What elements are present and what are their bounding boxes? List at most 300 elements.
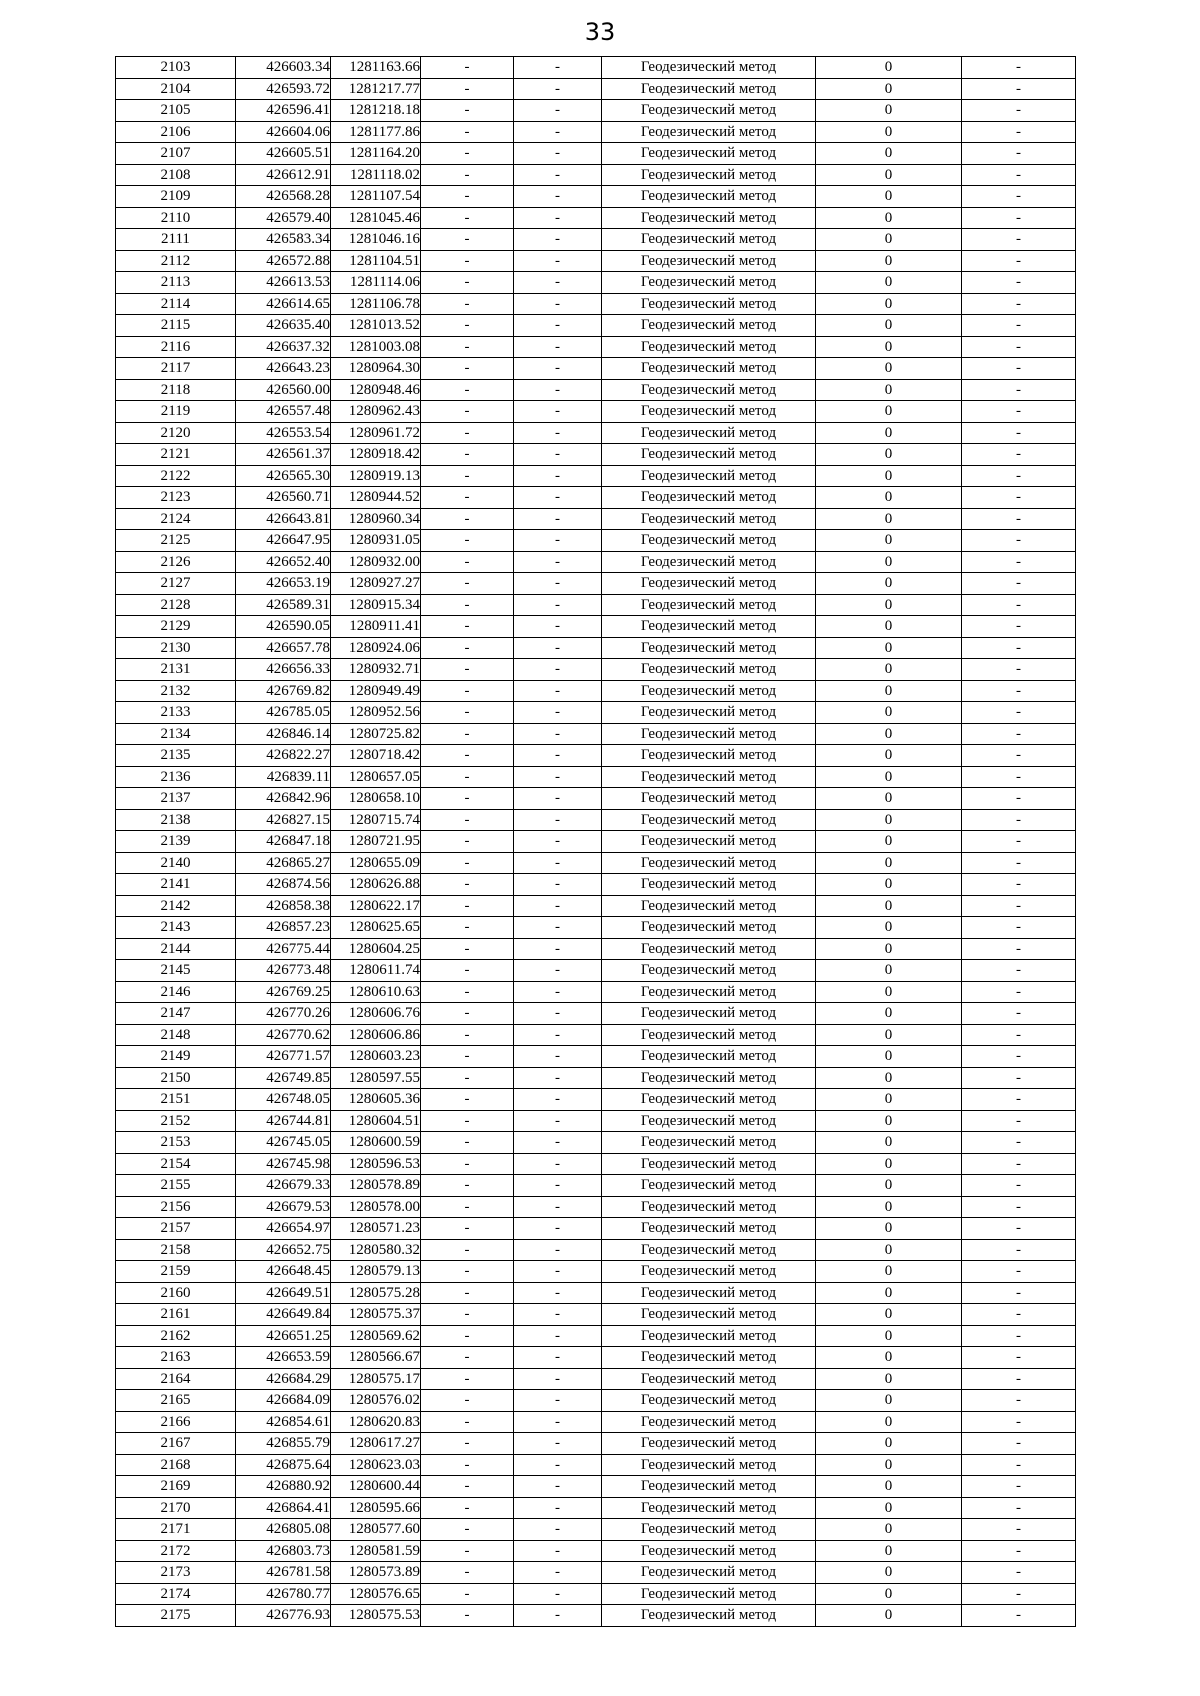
dash-cell: - [421, 379, 514, 401]
dash-cell: - [421, 917, 514, 939]
table-row [116, 530, 1076, 552]
y-coordinate-cell: 1280576.65 [331, 1583, 421, 1605]
point-number-cell: 2143 [116, 917, 236, 939]
y-coordinate-cell: 1280578.89 [331, 1175, 421, 1197]
dash-cell: - [962, 315, 1076, 337]
x-coordinate-cell: 426649.51 [236, 1282, 331, 1304]
point-number-cell: 2132 [116, 680, 236, 702]
table-row [116, 444, 1076, 466]
x-coordinate-cell: 426614.65 [236, 293, 331, 315]
y-coordinate-cell: 1280578.00 [331, 1196, 421, 1218]
x-coordinate-cell: 426865.27 [236, 852, 331, 874]
dash-cell: - [514, 186, 602, 208]
y-coordinate-cell: 1280573.89 [331, 1562, 421, 1584]
dash-cell: - [514, 1089, 602, 1111]
x-coordinate-cell: 426770.26 [236, 1003, 331, 1025]
x-coordinate-cell: 426612.91 [236, 164, 331, 186]
dash-cell: - [421, 702, 514, 724]
dash-cell: - [421, 465, 514, 487]
dash-cell: - [514, 1497, 602, 1519]
table-row [116, 1218, 1076, 1240]
table-row [116, 852, 1076, 874]
dash-cell: - [421, 938, 514, 960]
y-coordinate-cell: 1280725.82 [331, 723, 421, 745]
dash-cell: - [514, 1175, 602, 1197]
y-coordinate-cell: 1280600.44 [331, 1476, 421, 1498]
x-coordinate-cell: 426596.41 [236, 100, 331, 122]
table-row [116, 1497, 1076, 1519]
x-coordinate-cell: 426781.58 [236, 1562, 331, 1584]
table-row [116, 1282, 1076, 1304]
dash-cell: - [962, 981, 1076, 1003]
precision-cell: 0 [816, 1347, 962, 1369]
dash-cell: - [962, 831, 1076, 853]
method-cell: Геодезический метод [602, 1368, 816, 1390]
dash-cell: - [421, 981, 514, 1003]
x-coordinate-cell: 426568.28 [236, 186, 331, 208]
dash-cell: - [421, 1239, 514, 1261]
method-cell: Геодезический метод [602, 1411, 816, 1433]
dash-cell: - [421, 1540, 514, 1562]
dash-cell: - [962, 1390, 1076, 1412]
method-cell: Геодезический метод [602, 1519, 816, 1541]
method-cell: Геодезический метод [602, 358, 816, 380]
dash-cell: - [421, 1132, 514, 1154]
y-coordinate-cell: 1280918.42 [331, 444, 421, 466]
point-number-cell: 2155 [116, 1175, 236, 1197]
method-cell: Геодезический метод [602, 444, 816, 466]
dash-cell: - [421, 1497, 514, 1519]
point-number-cell: 2130 [116, 637, 236, 659]
precision-cell: 0 [816, 250, 962, 272]
dash-cell: - [962, 293, 1076, 315]
point-number-cell: 2158 [116, 1239, 236, 1261]
method-cell: Геодезический метод [602, 1003, 816, 1025]
dash-cell: - [962, 358, 1076, 380]
x-coordinate-cell: 426653.19 [236, 573, 331, 595]
dash-cell: - [514, 723, 602, 745]
dash-cell: - [421, 143, 514, 165]
point-number-cell: 2174 [116, 1583, 236, 1605]
dash-cell: - [421, 1175, 514, 1197]
dash-cell: - [514, 1110, 602, 1132]
precision-cell: 0 [816, 164, 962, 186]
y-coordinate-cell: 1280575.37 [331, 1304, 421, 1326]
y-coordinate-cell: 1280961.72 [331, 422, 421, 444]
dash-cell: - [421, 680, 514, 702]
point-number-cell: 2171 [116, 1519, 236, 1541]
dash-cell: - [962, 1024, 1076, 1046]
precision-cell: 0 [816, 465, 962, 487]
table-row [116, 573, 1076, 595]
dash-cell: - [514, 401, 602, 423]
x-coordinate-cell: 426785.05 [236, 702, 331, 724]
dash-cell: - [421, 229, 514, 251]
y-coordinate-cell: 1280952.56 [331, 702, 421, 724]
point-number-cell: 2163 [116, 1347, 236, 1369]
x-coordinate-cell: 426842.96 [236, 788, 331, 810]
point-number-cell: 2110 [116, 207, 236, 229]
dash-cell: - [514, 100, 602, 122]
precision-cell: 0 [816, 1110, 962, 1132]
x-coordinate-cell: 426603.34 [236, 57, 331, 79]
method-cell: Геодезический метод [602, 1132, 816, 1154]
dash-cell: - [962, 1411, 1076, 1433]
precision-cell: 0 [816, 659, 962, 681]
dash-cell: - [421, 315, 514, 337]
method-cell: Геодезический метод [602, 530, 816, 552]
y-coordinate-cell: 1281163.66 [331, 57, 421, 79]
dash-cell: - [514, 229, 602, 251]
table-row [116, 1519, 1076, 1541]
table-row [116, 1368, 1076, 1390]
precision-cell: 0 [816, 745, 962, 767]
point-number-cell: 2118 [116, 379, 236, 401]
dash-cell: - [421, 250, 514, 272]
precision-cell: 0 [816, 1454, 962, 1476]
dash-cell: - [962, 1497, 1076, 1519]
table-row [116, 1433, 1076, 1455]
dash-cell: - [514, 422, 602, 444]
table-row [116, 422, 1076, 444]
point-number-cell: 2156 [116, 1196, 236, 1218]
x-coordinate-cell: 426643.23 [236, 358, 331, 380]
x-coordinate-cell: 426857.23 [236, 917, 331, 939]
x-coordinate-cell: 426775.44 [236, 938, 331, 960]
x-coordinate-cell: 426769.82 [236, 680, 331, 702]
point-number-cell: 2126 [116, 551, 236, 573]
point-number-cell: 2159 [116, 1261, 236, 1283]
dash-cell: - [962, 551, 1076, 573]
dash-cell: - [962, 938, 1076, 960]
x-coordinate-cell: 426745.05 [236, 1132, 331, 1154]
x-coordinate-cell: 426589.31 [236, 594, 331, 616]
method-cell: Геодезический метод [602, 422, 816, 444]
method-cell: Геодезический метод [602, 573, 816, 595]
method-cell: Геодезический метод [602, 1261, 816, 1283]
y-coordinate-cell: 1280606.86 [331, 1024, 421, 1046]
precision-cell: 0 [816, 422, 962, 444]
dash-cell: - [421, 164, 514, 186]
precision-cell: 0 [816, 960, 962, 982]
method-cell: Геодезический метод [602, 637, 816, 659]
dash-cell: - [421, 852, 514, 874]
x-coordinate-cell: 426744.81 [236, 1110, 331, 1132]
table-row [116, 186, 1076, 208]
point-number-cell: 2124 [116, 508, 236, 530]
precision-cell: 0 [816, 1390, 962, 1412]
dash-cell: - [962, 186, 1076, 208]
dash-cell: - [514, 1605, 602, 1627]
x-coordinate-cell: 426771.57 [236, 1046, 331, 1068]
table-row [116, 1110, 1076, 1132]
y-coordinate-cell: 1281013.52 [331, 315, 421, 337]
table-row [116, 594, 1076, 616]
dash-cell: - [962, 1519, 1076, 1541]
dash-cell: - [421, 1390, 514, 1412]
table-row [116, 1540, 1076, 1562]
dash-cell: - [514, 917, 602, 939]
precision-cell: 0 [816, 895, 962, 917]
point-number-cell: 2117 [116, 358, 236, 380]
dash-cell: - [421, 1347, 514, 1369]
y-coordinate-cell: 1281106.78 [331, 293, 421, 315]
method-cell: Геодезический метод [602, 1196, 816, 1218]
y-coordinate-cell: 1280604.51 [331, 1110, 421, 1132]
x-coordinate-cell: 426805.08 [236, 1519, 331, 1541]
y-coordinate-cell: 1281118.02 [331, 164, 421, 186]
dash-cell: - [421, 1433, 514, 1455]
table-row [116, 981, 1076, 1003]
dash-cell: - [514, 960, 602, 982]
dash-cell: - [421, 723, 514, 745]
method-cell: Геодезический метод [602, 1497, 816, 1519]
dash-cell: - [962, 143, 1076, 165]
point-number-cell: 2138 [116, 809, 236, 831]
point-number-cell: 2112 [116, 250, 236, 272]
dash-cell: - [514, 250, 602, 272]
y-coordinate-cell: 1280949.49 [331, 680, 421, 702]
table-row [116, 874, 1076, 896]
table-row [116, 1003, 1076, 1025]
dash-cell: - [514, 1347, 602, 1369]
dash-cell: - [421, 358, 514, 380]
x-coordinate-cell: 426773.48 [236, 960, 331, 982]
table-row [116, 293, 1076, 315]
dash-cell: - [962, 1347, 1076, 1369]
dash-cell: - [421, 1261, 514, 1283]
point-number-cell: 2167 [116, 1433, 236, 1455]
table-row [116, 465, 1076, 487]
dash-cell: - [962, 422, 1076, 444]
precision-cell: 0 [816, 1024, 962, 1046]
dash-cell: - [962, 1067, 1076, 1089]
dash-cell: - [421, 1046, 514, 1068]
y-coordinate-cell: 1280577.60 [331, 1519, 421, 1541]
y-coordinate-cell: 1281045.46 [331, 207, 421, 229]
dash-cell: - [514, 852, 602, 874]
y-coordinate-cell: 1280610.63 [331, 981, 421, 1003]
x-coordinate-cell: 426679.53 [236, 1196, 331, 1218]
precision-cell: 0 [816, 723, 962, 745]
dash-cell: - [421, 272, 514, 294]
dash-cell: - [962, 1110, 1076, 1132]
point-number-cell: 2107 [116, 143, 236, 165]
table-row [116, 831, 1076, 853]
dash-cell: - [421, 186, 514, 208]
dash-cell: - [514, 938, 602, 960]
dash-cell: - [962, 1196, 1076, 1218]
precision-cell: 0 [816, 530, 962, 552]
point-number-cell: 2121 [116, 444, 236, 466]
dash-cell: - [962, 680, 1076, 702]
point-number-cell: 2165 [116, 1390, 236, 1412]
point-number-cell: 2142 [116, 895, 236, 917]
dash-cell: - [962, 594, 1076, 616]
method-cell: Геодезический метод [602, 594, 816, 616]
dash-cell: - [421, 336, 514, 358]
dash-cell: - [962, 616, 1076, 638]
y-coordinate-cell: 1280611.74 [331, 960, 421, 982]
precision-cell: 0 [816, 1368, 962, 1390]
table-row [116, 143, 1076, 165]
point-number-cell: 2169 [116, 1476, 236, 1498]
y-coordinate-cell: 1280924.06 [331, 637, 421, 659]
dash-cell: - [421, 831, 514, 853]
dash-cell: - [514, 1562, 602, 1584]
x-coordinate-cell: 426657.78 [236, 637, 331, 659]
dash-cell: - [514, 1325, 602, 1347]
y-coordinate-cell: 1280931.05 [331, 530, 421, 552]
dash-cell: - [421, 1454, 514, 1476]
table-row [116, 57, 1076, 79]
dash-cell: - [514, 1132, 602, 1154]
dash-cell: - [962, 852, 1076, 874]
x-coordinate-cell: 426653.59 [236, 1347, 331, 1369]
dash-cell: - [514, 336, 602, 358]
dash-cell: - [962, 100, 1076, 122]
dash-cell: - [421, 207, 514, 229]
y-coordinate-cell: 1280576.02 [331, 1390, 421, 1412]
method-cell: Геодезический метод [602, 164, 816, 186]
dash-cell: - [962, 530, 1076, 552]
point-number-cell: 2154 [116, 1153, 236, 1175]
point-number-cell: 2161 [116, 1304, 236, 1326]
method-cell: Геодезический метод [602, 1089, 816, 1111]
y-coordinate-cell: 1281114.06 [331, 272, 421, 294]
point-number-cell: 2151 [116, 1089, 236, 1111]
y-coordinate-cell: 1281177.86 [331, 121, 421, 143]
y-coordinate-cell: 1281104.51 [331, 250, 421, 272]
x-coordinate-cell: 426565.30 [236, 465, 331, 487]
y-coordinate-cell: 1280605.36 [331, 1089, 421, 1111]
dash-cell: - [421, 874, 514, 896]
table-row [116, 1196, 1076, 1218]
method-cell: Геодезический метод [602, 186, 816, 208]
dash-cell: - [962, 895, 1076, 917]
method-cell: Геодезический метод [602, 895, 816, 917]
x-coordinate-cell: 426770.62 [236, 1024, 331, 1046]
table-row [116, 358, 1076, 380]
point-number-cell: 2141 [116, 874, 236, 896]
dash-cell: - [962, 487, 1076, 509]
dash-cell: - [962, 1282, 1076, 1304]
dash-cell: - [514, 766, 602, 788]
point-number-cell: 2116 [116, 336, 236, 358]
dash-cell: - [421, 551, 514, 573]
dash-cell: - [514, 1261, 602, 1283]
dash-cell: - [514, 508, 602, 530]
precision-cell: 0 [816, 293, 962, 315]
method-cell: Геодезический метод [602, 1110, 816, 1132]
point-number-cell: 2122 [116, 465, 236, 487]
dash-cell: - [962, 121, 1076, 143]
table-row [116, 272, 1076, 294]
precision-cell: 0 [816, 1325, 962, 1347]
x-coordinate-cell: 426647.95 [236, 530, 331, 552]
method-cell: Геодезический метод [602, 1046, 816, 1068]
dash-cell: - [962, 444, 1076, 466]
y-coordinate-cell: 1281003.08 [331, 336, 421, 358]
method-cell: Геодезический метод [602, 57, 816, 79]
table-row [116, 551, 1076, 573]
point-number-cell: 2136 [116, 766, 236, 788]
dash-cell: - [514, 702, 602, 724]
table-row [116, 680, 1076, 702]
point-number-cell: 2173 [116, 1562, 236, 1584]
dash-cell: - [514, 1540, 602, 1562]
dash-cell: - [421, 1153, 514, 1175]
method-cell: Геодезический метод [602, 315, 816, 337]
method-cell: Геодезический метод [602, 508, 816, 530]
x-coordinate-cell: 426854.61 [236, 1411, 331, 1433]
y-coordinate-cell: 1280569.62 [331, 1325, 421, 1347]
dash-cell: - [514, 573, 602, 595]
precision-cell: 0 [816, 1003, 962, 1025]
dash-cell: - [514, 1411, 602, 1433]
dash-cell: - [421, 57, 514, 79]
precision-cell: 0 [816, 57, 962, 79]
method-cell: Геодезический метод [602, 1218, 816, 1240]
precision-cell: 0 [816, 1411, 962, 1433]
y-coordinate-cell: 1280580.32 [331, 1239, 421, 1261]
x-coordinate-cell: 426553.54 [236, 422, 331, 444]
x-coordinate-cell: 426637.32 [236, 336, 331, 358]
point-number-cell: 2111 [116, 229, 236, 251]
table-row [116, 809, 1076, 831]
precision-cell: 0 [816, 981, 962, 1003]
dash-cell: - [514, 1304, 602, 1326]
precision-cell: 0 [816, 143, 962, 165]
precision-cell: 0 [816, 852, 962, 874]
precision-cell: 0 [816, 1497, 962, 1519]
point-number-cell: 2128 [116, 594, 236, 616]
method-cell: Геодезический метод [602, 809, 816, 831]
precision-cell: 0 [816, 1282, 962, 1304]
dash-cell: - [421, 121, 514, 143]
y-coordinate-cell: 1280962.43 [331, 401, 421, 423]
table-row [116, 1024, 1076, 1046]
precision-cell: 0 [816, 1583, 962, 1605]
dash-cell: - [514, 1153, 602, 1175]
dash-cell: - [514, 1368, 602, 1390]
dash-cell: - [962, 745, 1076, 767]
precision-cell: 0 [816, 551, 962, 573]
dash-cell: - [421, 1411, 514, 1433]
point-number-cell: 2131 [116, 659, 236, 681]
y-coordinate-cell: 1280595.66 [331, 1497, 421, 1519]
table-row [116, 1239, 1076, 1261]
dash-cell: - [962, 1476, 1076, 1498]
dash-cell: - [514, 895, 602, 917]
x-coordinate-cell: 426874.56 [236, 874, 331, 896]
point-number-cell: 2109 [116, 186, 236, 208]
method-cell: Геодезический метод [602, 143, 816, 165]
dash-cell: - [514, 659, 602, 681]
dash-cell: - [514, 616, 602, 638]
precision-cell: 0 [816, 272, 962, 294]
precision-cell: 0 [816, 1476, 962, 1498]
precision-cell: 0 [816, 1433, 962, 1455]
dash-cell: - [421, 422, 514, 444]
point-number-cell: 2113 [116, 272, 236, 294]
precision-cell: 0 [816, 229, 962, 251]
method-cell: Геодезический метод [602, 1067, 816, 1089]
y-coordinate-cell: 1280655.09 [331, 852, 421, 874]
method-cell: Геодезический метод [602, 981, 816, 1003]
dash-cell: - [421, 1067, 514, 1089]
y-coordinate-cell: 1280964.30 [331, 358, 421, 380]
